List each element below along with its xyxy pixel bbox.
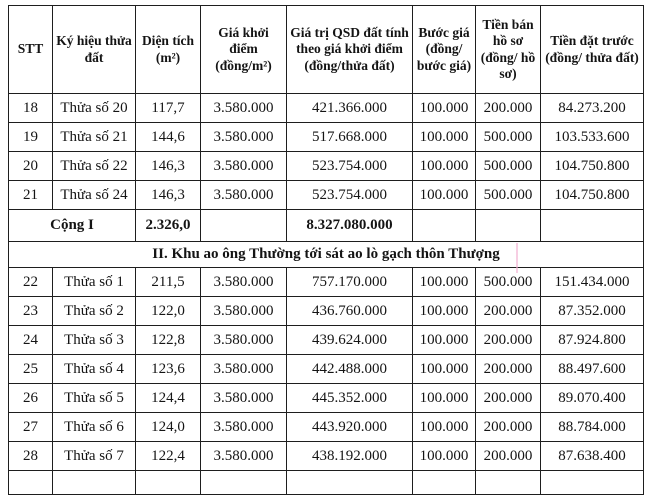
column-header-stt: STT — [9, 6, 53, 94]
cell-area: 122,4 — [136, 442, 201, 471]
cell-dossier: 500.000 — [476, 268, 541, 297]
cell-plot: Thửa số 3 — [53, 326, 136, 355]
cell-deposit: 87.352.000 — [541, 297, 644, 326]
cell-value: 523.754.000 — [287, 152, 413, 181]
cell-value — [287, 471, 413, 495]
cell-area: 144,6 — [136, 123, 201, 152]
cell-dossier: 200.000 — [476, 442, 541, 471]
cell-unit_price: 3.580.000 — [201, 152, 287, 181]
cell-step: 100.000 — [413, 355, 476, 384]
cell-plot: Thửa số 6 — [53, 413, 136, 442]
column-header-deposit: Tiền đặt trước (đồng/ thửa đất) — [541, 6, 644, 94]
cell-value: 439.624.000 — [287, 326, 413, 355]
table-row — [9, 268, 644, 297]
cell-value: 438.192.000 — [287, 442, 413, 471]
cell-unit_price: 3.580.000 — [201, 442, 287, 471]
cell-deposit: 88.784.000 — [541, 413, 644, 442]
cell-plot: Thửa số 5 — [53, 384, 136, 413]
cell-dossier: 200.000 — [476, 326, 541, 355]
cell-plot: Thửa số 22 — [53, 152, 136, 181]
section-2-header-row — [9, 242, 644, 268]
cell-deposit: 151.434.000 — [541, 268, 644, 297]
cell-stt — [9, 471, 53, 495]
cell-unit_price: 3.580.000 — [201, 326, 287, 355]
cell-dossier — [476, 210, 541, 242]
cell-value: 523.754.000 — [287, 181, 413, 210]
cell-deposit: 88.497.600 — [541, 355, 644, 384]
cell-stt: 27 — [9, 413, 53, 442]
cell-deposit: 104.750.800 — [541, 181, 644, 210]
cell-area: 122,8 — [136, 326, 201, 355]
cell-unit_price: 3.580.000 — [201, 384, 287, 413]
cell-step — [413, 471, 476, 495]
column-header-area: Diện tích (m²) — [136, 6, 201, 94]
cell-stt: 20 — [9, 152, 53, 181]
cell-area: 117,7 — [136, 94, 201, 123]
cell-plot: Thửa số 20 — [53, 94, 136, 123]
cell-stt: 21 — [9, 181, 53, 210]
table-row — [9, 181, 644, 210]
cell-stt: 24 — [9, 326, 53, 355]
cell-unit_price: 3.580.000 — [201, 94, 287, 123]
partial-next-row — [9, 471, 644, 495]
cell-plot: Thửa số 1 — [53, 268, 136, 297]
cell-step: 100.000 — [413, 268, 476, 297]
cell-dossier: 200.000 — [476, 413, 541, 442]
column-header-step: Bước giá (đồng/ bước giá) — [413, 6, 476, 94]
header-row — [9, 6, 644, 94]
cell-area: 146,3 — [136, 152, 201, 181]
cell-area: 124,4 — [136, 384, 201, 413]
cell-step: 100.000 — [413, 442, 476, 471]
cell-area — [136, 471, 201, 495]
subtotal-label: Cộng I — [9, 210, 136, 242]
cell-dossier: 500.000 — [476, 181, 541, 210]
cell-step: 100.000 — [413, 152, 476, 181]
cell-step: 100.000 — [413, 297, 476, 326]
cell-dossier: 500.000 — [476, 152, 541, 181]
cell-stt: 23 — [9, 297, 53, 326]
land-auction-table — [8, 5, 644, 495]
section-2-title: II. Khu ao ông Thường tới sát ao lò gạch thôn Thượng — [9, 242, 644, 268]
cell-deposit — [541, 210, 644, 242]
cell-stt: 19 — [9, 123, 53, 152]
table-body — [9, 94, 644, 495]
table-row — [9, 326, 644, 355]
cell-dossier: 200.000 — [476, 94, 541, 123]
cell-step: 100.000 — [413, 326, 476, 355]
cell-step: 100.000 — [413, 413, 476, 442]
cell-plot: Thửa số 24 — [53, 181, 136, 210]
cell-stt: 26 — [9, 384, 53, 413]
cell-area: 124,0 — [136, 413, 201, 442]
cell-area: 146,3 — [136, 181, 201, 210]
cell-unit_price: 3.580.000 — [201, 181, 287, 210]
cell-value: 443.920.000 — [287, 413, 413, 442]
cell-step: 100.000 — [413, 181, 476, 210]
cell-deposit — [541, 471, 644, 495]
cell-step: 100.000 — [413, 123, 476, 152]
cell-value: 436.760.000 — [287, 297, 413, 326]
table-row — [9, 123, 644, 152]
table-header — [9, 6, 644, 94]
column-header-value: Giá trị QSD đất tính theo giá khởi điểm (đồng/thửa đất) — [287, 6, 413, 94]
cell-step: 100.000 — [413, 94, 476, 123]
cell-plot: Thửa số 21 — [53, 123, 136, 152]
cell-value: 445.352.000 — [287, 384, 413, 413]
cell-area: 211,5 — [136, 268, 201, 297]
cell-value: 517.668.000 — [287, 123, 413, 152]
cell-unit_price — [201, 210, 287, 242]
table-row — [9, 355, 644, 384]
cell-unit_price: 3.580.000 — [201, 413, 287, 442]
column-header-unit-price: Giá khởi điểm (đồng/m²) — [201, 6, 287, 94]
cell-value: 442.488.000 — [287, 355, 413, 384]
cell-unit_price: 3.580.000 — [201, 268, 287, 297]
cell-deposit: 87.638.400 — [541, 442, 644, 471]
table-row — [9, 442, 644, 471]
cell-unit_price: 3.580.000 — [201, 355, 287, 384]
table-row — [9, 384, 644, 413]
cell-stt: 25 — [9, 355, 53, 384]
cell-plot: Thửa số 4 — [53, 355, 136, 384]
cell-plot — [53, 471, 136, 495]
cell-area: 122,0 — [136, 297, 201, 326]
column-header-plot: Ký hiệu thửa đất — [53, 6, 136, 94]
cell-area: 2.326,0 — [136, 210, 201, 242]
cell-deposit: 104.750.800 — [541, 152, 644, 181]
cell-deposit: 84.273.200 — [541, 94, 644, 123]
cell-deposit: 103.533.600 — [541, 123, 644, 152]
cell-deposit: 89.070.400 — [541, 384, 644, 413]
cell-dossier: 500.000 — [476, 123, 541, 152]
column-header-dossier: Tiền bán hồ sơ (đồng/ hồ sơ) — [476, 6, 541, 94]
cell-stt: 22 — [9, 268, 53, 297]
cell-dossier: 200.000 — [476, 297, 541, 326]
table-row — [9, 413, 644, 442]
table-row — [9, 152, 644, 181]
cell-deposit: 87.924.800 — [541, 326, 644, 355]
cell-stt: 28 — [9, 442, 53, 471]
cell-plot: Thửa số 7 — [53, 442, 136, 471]
cell-unit_price: 3.580.000 — [201, 123, 287, 152]
cell-plot: Thửa số 2 — [53, 297, 136, 326]
cell-value: 8.327.080.000 — [287, 210, 413, 242]
cell-step: 100.000 — [413, 384, 476, 413]
cell-value: 421.366.000 — [287, 94, 413, 123]
cell-stt: 18 — [9, 94, 53, 123]
cell-unit_price — [201, 471, 287, 495]
subtotal-row — [9, 210, 644, 242]
table-row — [9, 94, 644, 123]
cell-value: 757.170.000 — [287, 268, 413, 297]
scan-artifact-line — [516, 243, 518, 273]
table-row — [9, 297, 644, 326]
cell-step — [413, 210, 476, 242]
cell-area: 123,6 — [136, 355, 201, 384]
cell-dossier: 200.000 — [476, 384, 541, 413]
cell-dossier: 200.000 — [476, 355, 541, 384]
cell-unit_price: 3.580.000 — [201, 297, 287, 326]
cell-dossier — [476, 471, 541, 495]
